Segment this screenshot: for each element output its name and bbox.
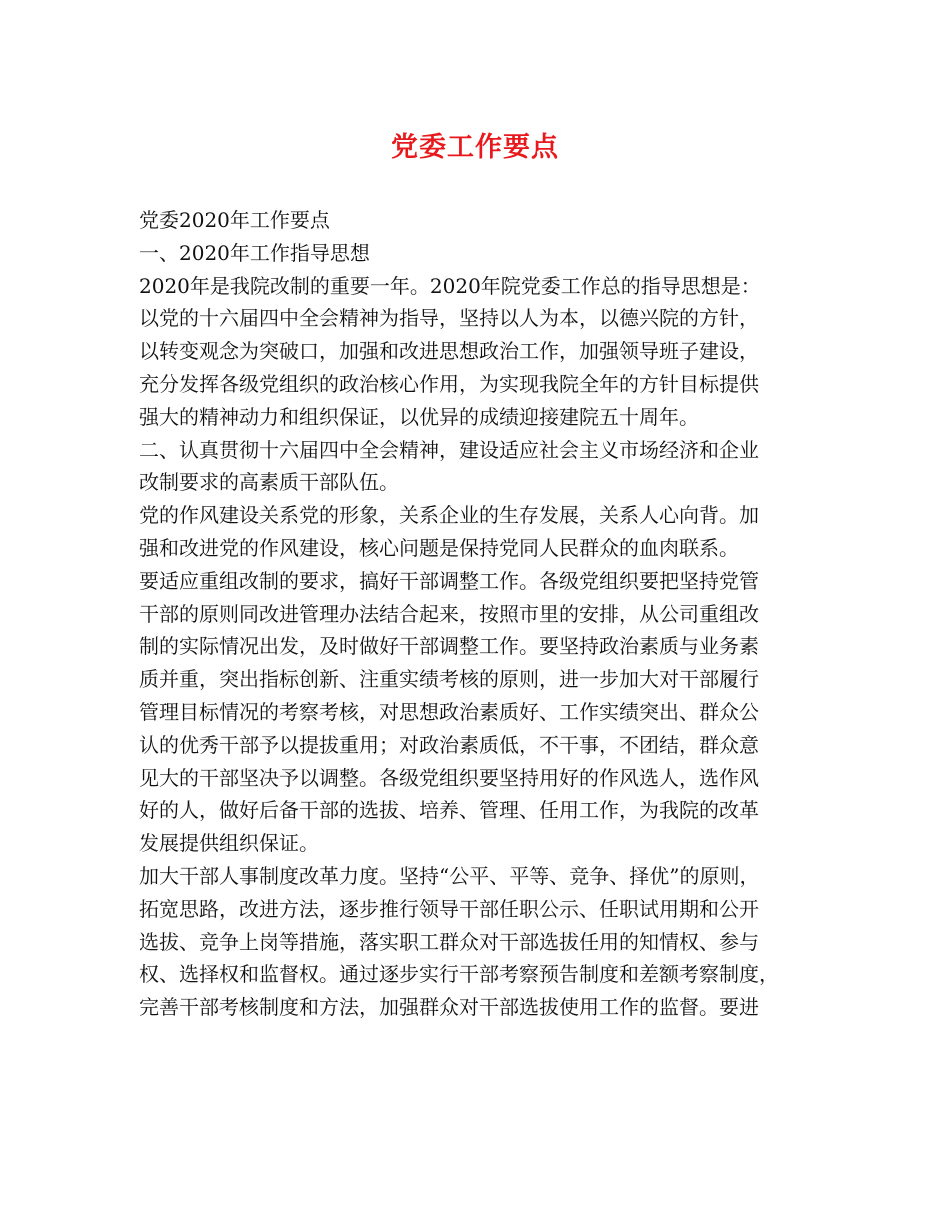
body-line: 一、2020年工作指导思想 (139, 240, 370, 265)
body-line: 发展提供组织保证。 (139, 831, 319, 856)
body-line: 质并重，突出指标创新、注重实绩考核的原则，进一步加大对干部履行 (139, 667, 759, 692)
body-line: 见大的干部坚决予以调整。各级党组织要坚持用好的作风选人，选作风 (139, 765, 759, 790)
body-line: 权、选择权和监督权。通过逐步实行干部考察预告制度和差额考察制度， (139, 962, 779, 987)
body-line: 管理目标情况的考察考核，对思想政治素质好、工作实绩突出、群众公 (139, 699, 759, 724)
body-line: 改制要求的高素质干部队伍。 (139, 470, 399, 495)
body-line: 2020年是我院改制的重要一年。2020年院党委工作总的指导思想是： (139, 273, 761, 298)
body-line: 认的优秀干部予以提拔重用；对政治素质低，不干事，不团结，群众意 (139, 732, 759, 757)
body-line: 强和改进党的作风建设，核心问题是保持党同人民群众的血肉联系。 (139, 535, 739, 560)
body-line: 完善干部考核制度和方法，加强群众对干部选拔使用工作的监督。要进 (139, 995, 759, 1020)
body-line: 要适应重组改制的要求，搞好干部调整工作。各级党组织要把坚持党管 (139, 568, 759, 593)
document-title: 党委工作要点 (391, 132, 559, 163)
body-line: 干部的原则同改进管理办法结合起来，按照市里的安排，从公司重组改 (139, 601, 759, 626)
body-line: 制的实际情况出发，及时做好干部调整工作。要坚持政治素质与业务素 (139, 634, 759, 659)
body-line: 强大的精神动力和组织保证，以优异的成绩迎接建院五十周年。 (139, 404, 699, 429)
body-line: 加大干部人事制度改革力度。坚持“公平、平等、竞争、择优”的原则， (139, 863, 760, 888)
body-line: 党的作风建设关系党的形象，关系企业的生存发展，关系人心向背。加 (139, 503, 759, 528)
body-line: 党委2020年工作要点 (139, 208, 330, 232)
body-line: 好的人，做好后备干部的选拔、培养、管理、任用工作，为我院的改革 (139, 798, 759, 823)
body-line: 充分发挥各级党组织的政治核心作用，为实现我院全年的方针目标提供 (139, 371, 759, 396)
document-body (139, 204, 829, 1024)
body-line: 二、认真贯彻十六届四中全会精神，建设适应社会主义市场经济和企业 (139, 437, 759, 462)
body-line: 拓宽思路，改进方法，逐步推行领导干部任职公示、任职试用期和公开 (139, 896, 759, 921)
body-line: 以转变观念为突破口，加强和改进思想政治工作，加强领导班子建设， (139, 339, 759, 364)
body-line: 选拔、竞争上岗等措施，落实职工群众对干部选拔任用的知情权、参与 (139, 929, 759, 954)
body-line: 以党的十六届四中全会精神为指导，坚持以人为本，以德兴院的方针， (139, 306, 759, 331)
